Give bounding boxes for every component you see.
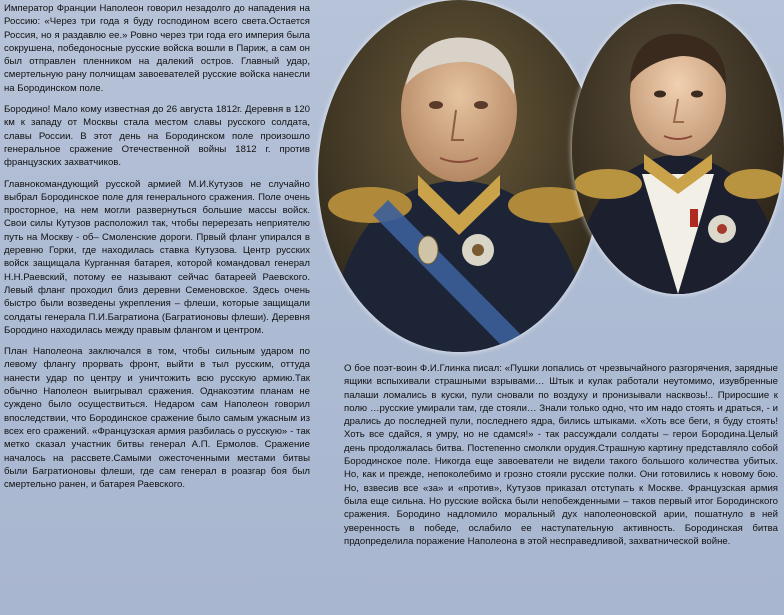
- paragraph-glinka-quote: О бое поэт-воин Ф.И.Глинка писал: «Пушки лопались от чрезвычайного разгорячения, зарядные ящики вспыхивали страшными взрывами… Штык и кулак работали неутомимо, изувбренные палаши ломались в куски, пули сновали по воздуху и пронизывали насквозь!.. Приросшие к полю …русские умирали там, где стояли… Знали только одно, что им надо стоять и драться, - и дрались до последней пули, последнего ядра, бились штыками. «Хоть все беги, я буду стоять! Хоть все сдайся, я умру, но не сдамся!» - так рассуждали солдаты – герои Бородина.Целый день продолжалась битва. Постепенно смолкли орудия.Страшную картину представляло собой Бородинское поле. Никогда еще завоеватели не видели такого большого количества убитых. Но, как и прежде, непоколебимо и грозно стояли русские полки. Они готовились к новому бою. Но, взвесив все «за» и «против», Кутузов приказал отступать к Москве. Французская армия была еще сильна. Но русские войска были непобежденными – таков первый итог Бородинского сражения. Бородино надломило моральный дух наполеоновской арии, пошатнуло в ней уверенность в победе, ослабило ее наступательную активность. Бородинская битва прдопределила поражение Наполеона в этой несправедливой, захватнической войне.: [344, 363, 778, 547]
- left-text-column: [4, 2, 310, 499]
- kutuzov-portrait-image: [318, 0, 600, 352]
- right-text-column: [344, 362, 778, 548]
- paragraph-kutuzov-position: Главнокомандующий русской армией М.И.Кутузов не случайно выбрал Бородинское поле для генерального сражения. Поле очень просторное, на нем могли развернуться большие массы войск. Свои силы Кутузов расположил так, чтобы перерезать неприятелю путь на Москву - об– Смоленские дороги. Првый фланг упирался в деревню Горки, где находилась ставка Кутузова. Центр русских войск защищала Курганная батарея, которой командовал генерал Н.Н.Раевский, потому ее называют сейчас батареей Раевского. Левый фланг проходил близ деревни Семеновское. Здесь очень быстро были возведены укрепления – флеши, которые защищали солдаты генерала П.И.Багратиона (Багратионовы флеши). Деревня Бородино находилась между правым флангом и центром.: [4, 178, 310, 336]
- napoleon-portrait-image: [572, 4, 784, 294]
- paragraph-napoleon-quote: Император Франции Наполеон говорил незадолго до нападения на Россию: «Через три года я буду господином всего света.Остается Россия, но я раздавлю ее.» Ровно через три года его империя была сокрушена, победоносные русские войска вошли в Париж, а сам он был отправлен пленником на далекий остров. Главный удар, смертельную рану полчищам завоевателей русские войска нанесли на Бородинском поле.: [4, 3, 310, 94]
- paragraph-borodino-intro: Бородино! Мало кому известная до 26 августа 1812г. Деревня в 120 км к западу от Москвы стала местом славы русского солдата, славы России. В этот день на Бородинском поле произошло генеральное сражение Отечественной войны 1812 г. против французских захватчиков.: [4, 104, 310, 169]
- paragraph-napoleon-plan: План Наполеона заключался в том, чтобы сильным ударом по левому флангу прорвать фронт, выйти в тыл русским, оттуда нанести удар по центру и уничтожить всю русскую армию.Так обычно Наполеон выигрывал сражения. Однакоэтим планам не суждено было осуществиться. Недаром сам Наполеон говорил впоследствии, что Бородинское сражение было самым ужасным из всех его сражений. «Французская армия разбилась о русскую» - так метко сказал участник битвы генерал А.П. Ермолов. Сражение началось на рассвете.Самыми ожесточенными местами битвы были Багратионовы флеши, где сам генерал в роазгар боя был смертельно ранен, и батарея Раевского.: [4, 346, 310, 491]
